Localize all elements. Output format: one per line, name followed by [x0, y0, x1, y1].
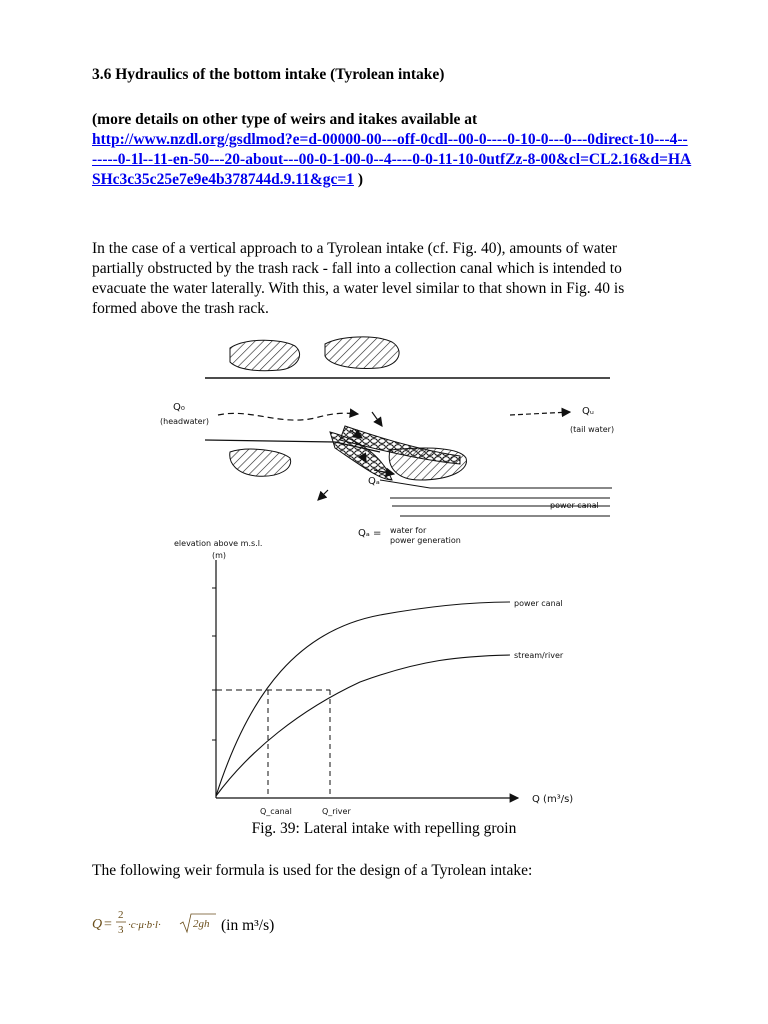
graph-ylabel-unit: (m)	[212, 551, 227, 560]
paragraph-line: partially obstructed by the trash rack - fall into a collection canal which is intended to	[92, 260, 622, 277]
legend-line2: power generation	[390, 536, 461, 545]
fraction-denominator: 3	[118, 924, 124, 936]
formula-intro: The following weir formula is used for the design of a Tyrolean intake:	[92, 862, 533, 879]
note-prefix: (more details on other type of weirs and itakes available at	[92, 111, 478, 128]
q0-label: Q₀	[173, 402, 185, 413]
flow-line	[218, 413, 358, 420]
bank-hatch	[230, 449, 291, 476]
figure-caption: Fig. 39: Lateral intake with repelling groin	[251, 820, 517, 837]
section-heading: 3.6 Hydraulics of the bottom intake (Tyrolean intake)	[92, 66, 445, 83]
headwater-label: (headwater)	[160, 417, 210, 426]
flow-line	[510, 412, 570, 415]
curve-power-canal	[216, 602, 510, 796]
paragraph-line: evacuate the water laterally. With this, a water level similar to that shown in Fig. 40 is	[92, 280, 625, 297]
diversion-arrow	[318, 490, 328, 500]
formula-image	[92, 902, 220, 942]
formula-lhs: Q	[92, 917, 103, 932]
upstream-arrow	[372, 412, 382, 426]
paragraph-line: formed above the trash rack.	[92, 300, 269, 317]
svg-text:=: =	[104, 917, 112, 932]
details-link[interactable]: http://www.nzdl.org/gsdlmod?e=d-00000-00---off-0cdl--00-0----0-10-0---0---0direct-10---4-------0-1l--11-en-50---20-about---00-0-1-00-0--4----0-0-11-10-0utfZz-8-00&cl=CL2.16&d=HASHc3c35c25e7e9e4b378744d.9.11&gc=1	[92, 131, 692, 188]
plan-view	[160, 337, 614, 545]
intro-paragraph	[92, 239, 692, 319]
legend-key: Qₐ =	[358, 528, 382, 539]
x-tick-river: Q_river	[322, 807, 351, 816]
graph-xlabel: Q (m³/s)	[532, 794, 574, 805]
graph-ylabel: elevation above m.s.l.	[174, 539, 263, 548]
bank-hatch	[389, 448, 466, 480]
details-note	[92, 110, 692, 190]
bank-hatch	[325, 337, 399, 369]
qa-label: Qₐ	[368, 476, 380, 487]
elevation-graph	[174, 539, 573, 816]
lateral-intake-figure	[130, 330, 650, 820]
bank-hatch	[230, 340, 300, 370]
note-suffix: )	[357, 171, 364, 188]
legend-line1: water for	[390, 526, 427, 535]
fraction-numerator: 2	[118, 909, 124, 921]
canal-line	[380, 480, 612, 488]
paragraph-line: In the case of a vertical approach to a Tyrolean intake (cf. Fig. 40), amounts of water	[92, 240, 617, 257]
formula-terms: ·c·μ·b·l·	[128, 919, 161, 931]
curve1-label: power canal	[514, 599, 563, 608]
x-tick-canal: Q_canal	[260, 807, 292, 816]
curve-stream-river	[216, 655, 510, 796]
power-canal-label: power canal	[550, 501, 599, 510]
formula-unit: (in m³/s)	[221, 917, 275, 934]
tailwater-label: (tail water)	[570, 425, 615, 434]
qu-label: Qᵤ	[582, 406, 594, 417]
formula-radicand: 2gh	[193, 918, 210, 930]
curve2-label: stream/river	[514, 651, 564, 660]
